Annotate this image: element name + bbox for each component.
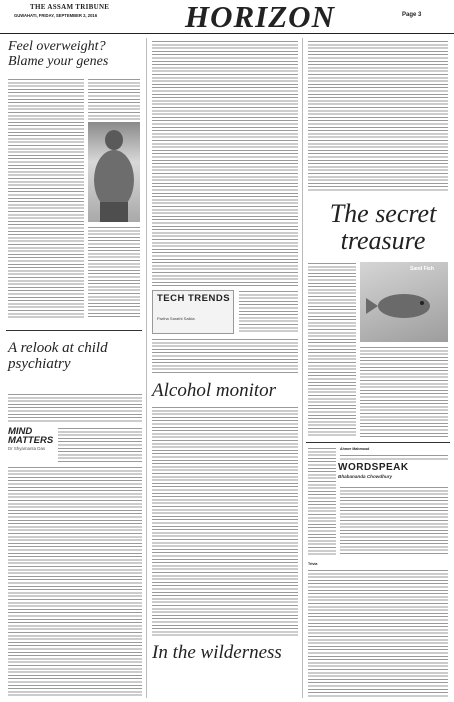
column-divider [146, 38, 147, 698]
headline-secret-treasure: The secret treasure [329, 199, 437, 255]
column-author: Bhabananda Chowdhury [338, 474, 393, 479]
headline-child-psychiatry: A relook at child psychiatry [8, 340, 108, 372]
section-divider [306, 442, 450, 443]
headline-genes: Feel overweight? Blame your genes [8, 39, 109, 69]
dateline: GUWAHATI, FRIDAY, SEPTEMBER 2, 2016 [14, 13, 98, 18]
photo-sand-fish [360, 262, 448, 342]
sand-fish-illustration [360, 262, 448, 342]
article-body-wordspeak [340, 486, 448, 556]
article-body-psychiatry [8, 393, 142, 423]
page-number: Page 3 [402, 12, 422, 18]
column-logo-title: WORDSPEAK [338, 462, 409, 473]
article-body-wordspeak [308, 447, 336, 557]
person-silhouette [88, 122, 140, 222]
article-body-secret [308, 262, 356, 438]
column-logo-wordspeak [338, 462, 448, 479]
paper-name: THE ASSAM TRIBUNE [30, 3, 110, 11]
subhead-trivia: Trivia [308, 562, 318, 566]
article-body-tech [152, 338, 298, 374]
article-body-genes [88, 78, 140, 120]
article-body-psychiatry [8, 466, 142, 698]
article-body-psychiatry [58, 427, 142, 463]
subhead-author: Ahmer Mahmood [340, 447, 370, 451]
column-logo-title: MIND MATTERS [8, 426, 54, 446]
masthead [0, 0, 454, 34]
headline-alcohol-monitor: Alcohol monitor [152, 380, 277, 401]
article-body-tech [239, 290, 298, 334]
headline-in-the-wilderness: In the wilderness [152, 642, 282, 663]
article-body-tech [152, 406, 298, 636]
article-body-tech [152, 40, 298, 286]
article-body-secret [360, 346, 448, 438]
article-body-trivia [308, 569, 448, 698]
column-author: Partha Sarathi Saikia [157, 316, 195, 321]
article-body-wordspeak [340, 454, 448, 460]
article-body-secret [308, 40, 448, 192]
photo-label: Sand Fish [410, 266, 434, 272]
photo-overweight-person [88, 122, 140, 222]
section-title: HORIZON [185, 0, 335, 34]
column-logo-title: TECH TRENDS [157, 293, 231, 304]
column-logo-mind-matters [8, 427, 54, 459]
column-logo-tech-trends [152, 290, 234, 334]
column-author: Dr Shyamanta Das [8, 446, 46, 451]
article-body-genes [88, 226, 140, 318]
article-body-genes [8, 78, 84, 318]
section-divider [6, 330, 142, 331]
column-divider [302, 38, 303, 698]
